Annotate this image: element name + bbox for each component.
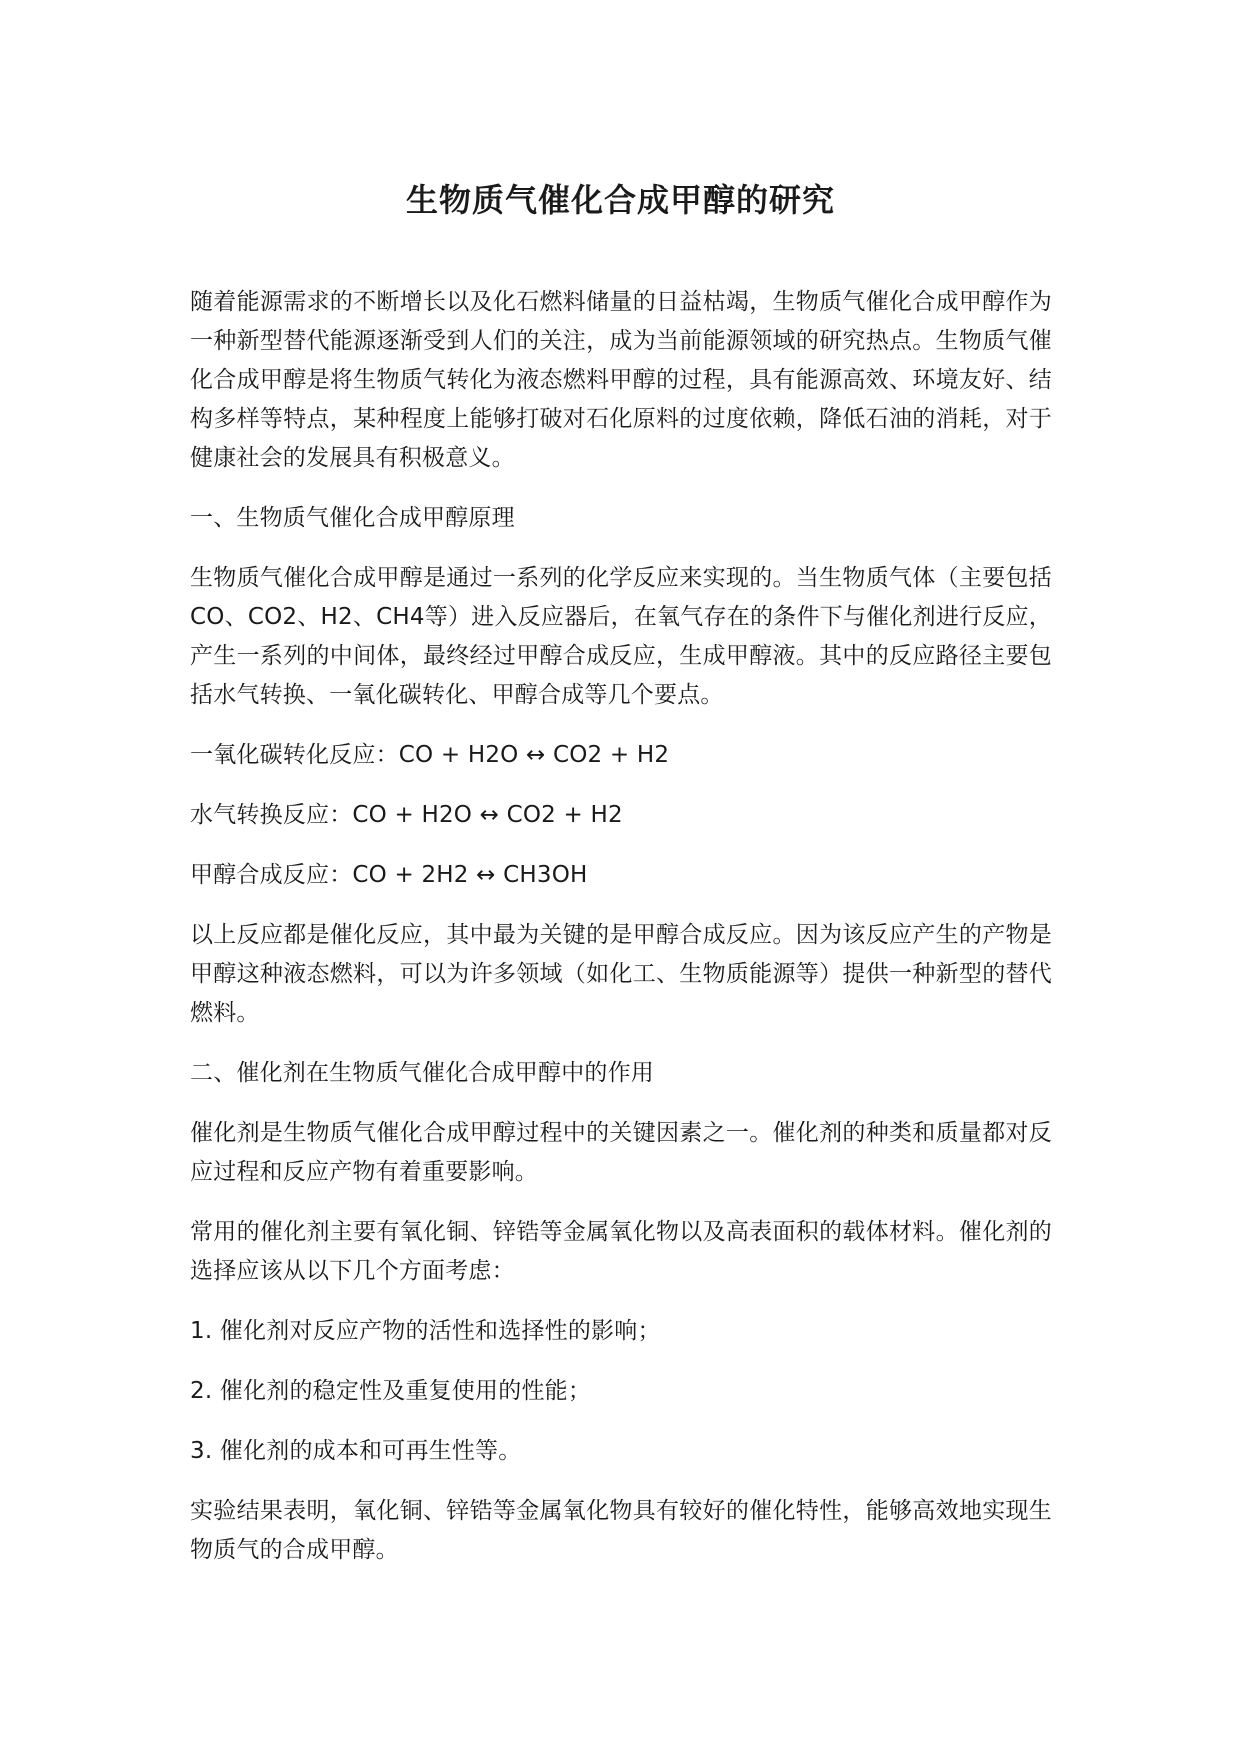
section-heading-catalyst: 二、催化剂在生物质气催化合成甲醇中的作用: [190, 1060, 654, 1086]
intro-paragraph: 随着能源需求的不断增长以及化石燃料储量的日益枯竭，生物质气催化合成甲醇作为一种新型替代能源逐渐受到人们的关注，成为当前能源领域的研究热点。生物质气催化合成甲醇是将生物质气转化为液态燃料甲醇的过程，具有能源高效、环境友好、结构多样等特点，某种程度上能够打破对石化原料的过度依赖，降低石油的消耗，对于健康社会的发展具有积极意义。: [190, 289, 1052, 471]
list-item-3: 3. 催化剂的成本和可再生性等。: [190, 1438, 522, 1464]
equation-methanol-synthesis: 甲醇合成反应：CO + 2H2 ↔ CH3OH: [190, 862, 588, 888]
section-heading-principle: 一、生物质气催化合成甲醇原理: [190, 505, 515, 531]
catalyst-paragraph: 催化剂是生物质气催化合成甲醇过程中的关键因素之一。催化剂的种类和质量都对反应过程和反应产物有着重要影响。: [190, 1120, 1052, 1185]
list-item-1: 1. 催化剂对反应产物的活性和选择性的影响；: [190, 1318, 661, 1344]
equation-water-gas-shift: 水气转换反应：CO + H2O ↔ CO2 + H2: [190, 802, 623, 828]
conclusion-paragraph: 实验结果表明，氧化铜、锌锆等金属氧化物具有较好的催化特性，能够高效地实现生物质气的合成甲醇。: [190, 1498, 1052, 1563]
document-body: [190, 283, 1052, 1591]
reaction-summary-paragraph: 以上反应都是催化反应，其中最为关键的是甲醇合成反应。因为该反应产生的产物是甲醇这种液态燃料，可以为许多领域（如化工、生物质能源等）提供一种新型的替代燃料。: [190, 922, 1052, 1026]
document-title: 生物质气催化合成甲醇的研究: [405, 181, 835, 219]
list-item-2: 2. 催化剂的稳定性及重复使用的性能；: [190, 1378, 592, 1404]
equation-co-conversion: 一氧化碳转化反应：CO + H2O ↔ CO2 + H2: [190, 742, 670, 768]
catalyst-types-paragraph: 常用的催化剂主要有氧化铜、锌锆等金属氧化物以及高表面积的载体材料。催化剂的选择应该从以下几个方面考虑：: [190, 1219, 1052, 1284]
principle-paragraph: 生物质气催化合成甲醇是通过一系列的化学反应来实现的。当生物质气体（主要包括CO、CO2、H2、CH4等）进入反应器后，在氧气存在的条件下与催化剂进行反应，产生一系列的中间体，最终经过甲醇合成反应，生成甲醇液。其中的反应路径主要包括水气转换、一氧化碳转化、甲醇合成等几个要点。: [190, 565, 1052, 708]
